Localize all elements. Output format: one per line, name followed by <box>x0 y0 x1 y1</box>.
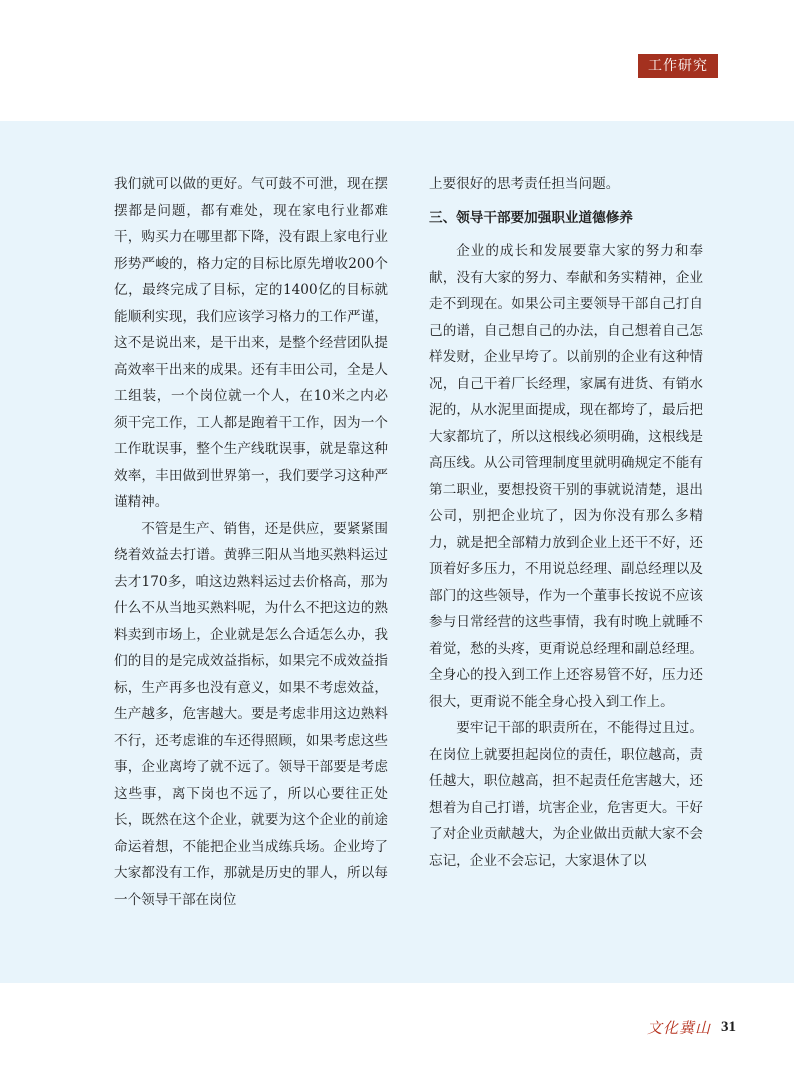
magazine-logo: 文化冀山 <box>646 1018 711 1037</box>
page-footer <box>647 1016 736 1038</box>
right-paragraph-2: 要牢记干部的职责所在，不能得过且过。在岗位上就要担起岗位的责任，职位越高，责任越大，职位越高，担不起责任危害越大，还想着为自己打谱，坑害企业，危害更大。干好了对企业贡献越大，为企业做出贡献大家不会忘记，企业不会忘记，大家退休了以 <box>429 720 703 869</box>
page-number: 31 <box>721 1018 736 1035</box>
right-paragraph-1: 企业的成长和发展要靠大家的努力和奉献，没有大家的努力、奉献和务实精神，企业走不到现在。如果公司主要领导干部自己打自己的谱，自己想自己的办法，自己想着自己怎样发财，企业早垮了。以前别的企业有这种情况，自己干着厂长经理，家属有进货、有销水泥的，从水泥里面提成，现在都垮了，最后把大家都坑了，所以这根线必须明确，这根线是高压线。从公司管理制度里就明确规定不能有第二职业，要想投资干别的事就说清楚，退出公司，别把企业坑了，因为你没有那么多精力，就是把全部精力放到企业上还干不好，还顶着好多压力，不用说总经理、副总经理以及部门的这些领导，作为一个董事长按说不应该参与日常经营的这些事情，我有时晚上就睡不着觉，愁的头疼，更甭说总经理和副总经理。全身心的投入到工作上还容易管不好，压力还很大，更甭说不能全身心投入到工作上。 <box>429 243 703 710</box>
right-column <box>429 171 703 874</box>
section-heading: 三、领导干部要加强职业道德修养 <box>429 209 633 226</box>
left-paragraph-2: 不管是生产、销售，还是供应，要紧紧围绕着效益去打谱。黄骅三阳从当地买熟料运过去才170多，咱这边熟料运过去价格高，那为什么不从当地买熟料呢，为什么不把这边的熟料卖到市场上，企业就是怎么合适怎么办，我们的目的是完成效益指标，如果完不成效益指标，生产再多也没有意义，如果不考虑效益，生产越多，危害越大。要是考虑非用这边熟料不行，还考虑谁的车还得照顾，如果考虑这些事，企业离垮了就不远了。领导干部要是考虑这些事，离下岗也不远了，所以心要往正处长，既然在这个企业，就要为这个企业的前途命运着想，不能把企业当成练兵场。企业垮了大家都没有工作，那就是历史的罪人，所以每一个领导干部在岗位 <box>114 520 388 908</box>
left-column <box>114 171 388 913</box>
left-paragraph-1: 我们就可以做的更好。气可鼓不可泄，现在摆摆都是问题，都有难处，现在家电行业都难干，购买力在哪里都下降，没有跟上家电行业形势严峻的，格力定的目标比原先增收200个亿，最终完成了目标，定的1400亿的目标就能顺利实现，我们应该学习格力的工作严谨，这不是说出来，是干出来，是整个经营团队提高效率干出来的成果。还有丰田公司，全是人工组装，一个岗位就一个人，在10米之内必须干完工作，工人都是跑着干工作，因为一个工作耽误事，整个生产线耽误事，就是靠这种效率，丰田做到世界第一，我们要学习这种严谨精神。 <box>114 176 388 510</box>
right-continuation-line: 上要很好的思考责任担当问题。 <box>429 176 620 192</box>
section-tag: 工作研究 <box>638 54 718 78</box>
